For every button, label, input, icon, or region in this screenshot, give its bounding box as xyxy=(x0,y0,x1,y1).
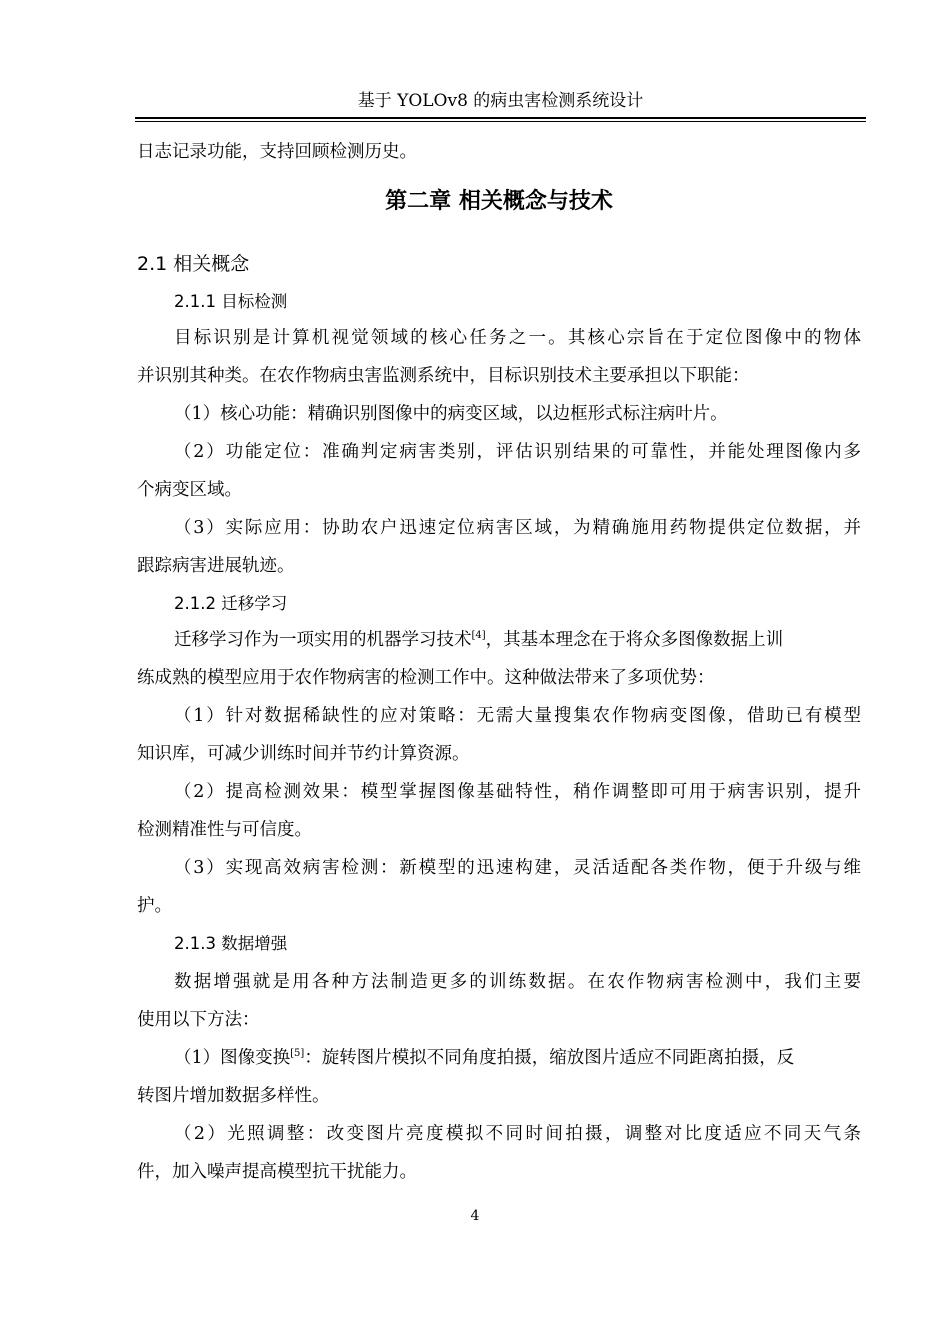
paragraph-line: 并识别其种类。在农作物病虫害监测系统中，目标识别技术主要承担以下职能： xyxy=(137,366,750,386)
list-item: （2）功能定位：准确判定病害类别，评估识别结果的可靠性，并能处理图像内多 xyxy=(174,442,861,462)
paragraph-line: 目标识别是计算机视觉领域的核心任务之一。其核心宗旨在于定位图像中的物体 xyxy=(174,328,861,348)
header-rule-thin xyxy=(135,121,866,122)
text-run: ，其基本理念在于将众多图像数据上训 xyxy=(485,630,784,650)
paragraph-line: 数据增强就是用各种方法制造更多的训练数据。在农作物病害检测中，我们主要 xyxy=(174,972,861,992)
subsection-heading: 2.1.2 迁移学习 xyxy=(174,594,288,613)
list-item-continuation: 检测精准性与可信度。 xyxy=(137,820,312,840)
subsection-heading: 2.1.3 数据增强 xyxy=(174,934,288,953)
list-item: （2）光照调整：改变图片亮度模拟不同时间拍摄，调整对比度适应不同天气条 xyxy=(174,1124,861,1144)
list-item xyxy=(174,1046,794,1070)
page-number: 4 xyxy=(470,1208,480,1224)
text-run: 迁移学习作为一项实用的机器学习技术 xyxy=(174,630,472,650)
list-item-continuation: 件，加入噪声提高模型抗干扰能力。 xyxy=(137,1162,417,1182)
text-run: （1）图像变换 xyxy=(174,1048,291,1068)
citation-ref: [5] xyxy=(290,1048,305,1059)
chapter-title: 第二章 相关概念与技术 xyxy=(385,189,613,214)
list-item: （3）实际应用：协助农户迅速定位病害区域，为精确施用药物提供定位数据，并 xyxy=(174,518,861,538)
list-item-continuation: 个病变区域。 xyxy=(137,480,242,500)
list-item: （1）核心功能：精确识别图像中的病变区域，以边框形式标注病叶片。 xyxy=(174,404,728,424)
list-item-continuation: 转图片增加数据多样性。 xyxy=(137,1086,330,1106)
paragraph-line: 日志记录功能，支持回顾检测历史。 xyxy=(137,142,417,162)
list-item-continuation: 跟踪病害进展轨迹。 xyxy=(137,556,295,576)
list-item-continuation: 知识库，可减少训练时间并节约计算资源。 xyxy=(137,744,470,764)
text-run: ：旋转图片模拟不同角度拍摄，缩放图片适应不同距离拍摄，反 xyxy=(304,1048,795,1068)
header-rule xyxy=(135,117,866,119)
section-heading: 2.1 相关概念 xyxy=(137,253,250,275)
citation-ref: [4] xyxy=(471,630,486,641)
paragraph-line xyxy=(174,628,783,652)
list-item: （1）针对数据稀缺性的应对策略：无需大量搜集农作物病变图像，借助已有模型 xyxy=(174,706,861,726)
subsection-heading: 2.1.1 目标检测 xyxy=(174,292,288,311)
running-header: 基于 YOLOv8 的病虫害检测系统设计 xyxy=(357,91,644,111)
paragraph-line: 使用以下方法： xyxy=(137,1010,260,1030)
paragraph-line: 练成熟的模型应用于农作物病害的检测工作中。这种做法带来了多项优势： xyxy=(137,668,715,688)
list-item: （2）提高检测效果：模型掌握图像基础特性，稍作调整即可用于病害识别，提升 xyxy=(174,782,861,802)
list-item-continuation: 护。 xyxy=(137,896,172,916)
list-item: （3）实现高效病害检测：新模型的迅速构建，灵活适配各类作物，便于升级与维 xyxy=(174,858,861,878)
